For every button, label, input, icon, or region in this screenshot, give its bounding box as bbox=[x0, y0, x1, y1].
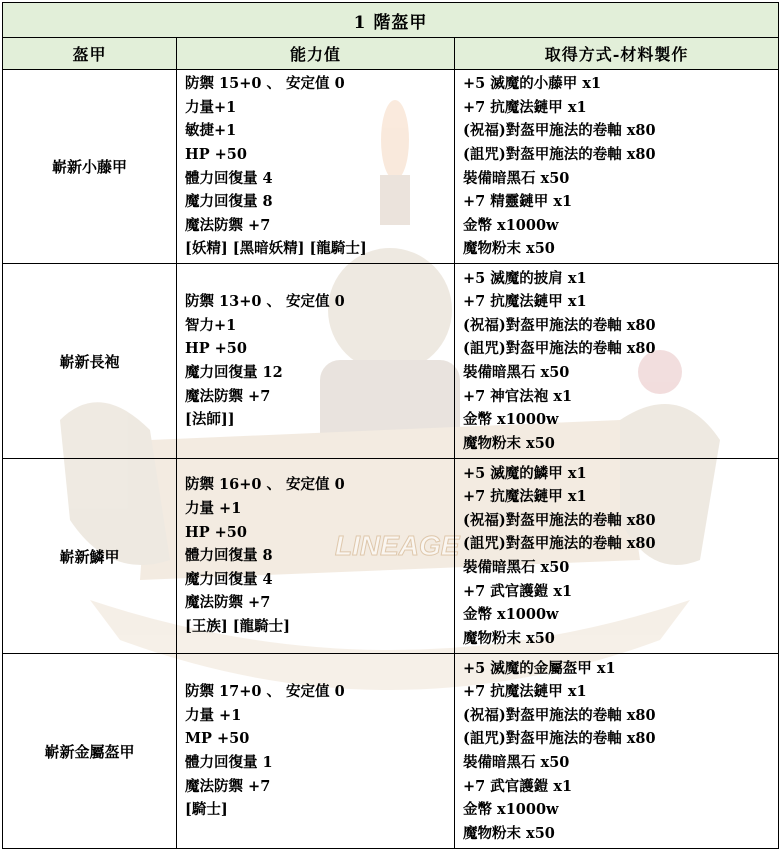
material-line: +5 滅魔的披肩 x1 bbox=[463, 269, 587, 287]
material-line: +7 武官護鎧 x1 bbox=[463, 582, 573, 600]
table-row bbox=[3, 70, 779, 264]
materials-cell bbox=[455, 264, 779, 459]
stat-line: 敏捷+1 bbox=[185, 122, 237, 140]
material-line: +5 滅魔的金屬盔甲 x1 bbox=[463, 659, 616, 677]
armor-name: 嶄新長袍 bbox=[3, 264, 177, 459]
material-line: +7 抗魔法鏈甲 x1 bbox=[463, 488, 587, 506]
material-line: 裝備暗黑石 x50 bbox=[463, 364, 570, 381]
stat-line: 體力回復量 1 bbox=[185, 754, 273, 771]
stat-line: [騎士] bbox=[185, 801, 228, 819]
stat-line: HP +50 bbox=[185, 145, 247, 163]
material-line: 裝備暗黑石 x50 bbox=[463, 169, 570, 187]
material-line: 金幣 x1000w bbox=[463, 801, 559, 819]
material-line: +5 滅魔的鱗甲 x1 bbox=[463, 464, 587, 482]
stat-line: 魔力回復量 8 bbox=[185, 193, 273, 211]
material-line: 魔物粉末 x50 bbox=[463, 629, 555, 647]
stat-line: 智力+1 bbox=[185, 316, 237, 334]
stat-line: 防禦 17+0 、 安定值 0 bbox=[185, 683, 345, 701]
armor-table bbox=[2, 2, 779, 849]
stat-line: 魔法防禦 +7 bbox=[185, 777, 271, 795]
stat-line: HP +50 bbox=[185, 340, 247, 358]
materials-cell bbox=[455, 654, 779, 849]
stat-line: 體力回復量 8 bbox=[185, 547, 273, 565]
stat-line: [王族] [龍騎士] bbox=[185, 617, 290, 635]
table-row bbox=[3, 654, 779, 849]
material-line: 金幣 x1000w bbox=[463, 216, 559, 234]
material-line: +7 抗魔法鏈甲 x1 bbox=[463, 683, 587, 701]
material-line: (詛咒)對盔甲施法的卷軸 x80 bbox=[463, 730, 656, 748]
header-stats: 能力值 bbox=[177, 38, 455, 70]
material-line: (詛咒)對盔甲施法的卷軸 x80 bbox=[463, 535, 656, 553]
armor-name: 嶄新小藤甲 bbox=[3, 70, 177, 264]
stat-line: 魔法防禦 +7 bbox=[185, 216, 271, 234]
material-line: 魔物粉末 x50 bbox=[463, 240, 555, 258]
header-acquisition: 取得方式-材料製作 bbox=[455, 38, 779, 70]
stat-line: 防禦 15+0 、 安定值 0 bbox=[185, 75, 345, 93]
material-line: (祝福)對盔甲施法的卷軸 x80 bbox=[463, 316, 656, 334]
stats-cell bbox=[177, 264, 455, 459]
stat-line: 魔法防禦 +7 bbox=[185, 594, 271, 612]
stat-line: 魔力回復量 4 bbox=[185, 570, 273, 588]
materials-cell bbox=[455, 459, 779, 654]
material-line: +5 滅魔的小藤甲 x1 bbox=[463, 75, 602, 93]
stat-line: 力量 +1 bbox=[185, 706, 242, 724]
material-line: +7 神官法袍 x1 bbox=[463, 387, 573, 405]
materials-cell bbox=[455, 70, 779, 264]
stat-line: 魔力回復量 12 bbox=[185, 364, 283, 381]
material-line: (祝福)對盔甲施法的卷軸 x80 bbox=[463, 122, 656, 140]
material-line: (祝福)對盔甲施法的卷軸 x80 bbox=[463, 706, 656, 724]
stat-line: HP +50 bbox=[185, 523, 247, 541]
material-line: 裝備暗黑石 x50 bbox=[463, 754, 570, 771]
stat-line: [法師]] bbox=[185, 411, 235, 429]
material-line: 裝備暗黑石 x50 bbox=[463, 559, 570, 576]
stat-line: MP +50 bbox=[185, 730, 250, 748]
table-row bbox=[3, 264, 779, 459]
table-row bbox=[3, 459, 779, 654]
material-line: 金幣 x1000w bbox=[463, 606, 559, 624]
material-line: (祝福)對盔甲施法的卷軸 x80 bbox=[463, 511, 656, 529]
stat-line: 體力回復量 4 bbox=[185, 169, 273, 187]
header-armor: 盔甲 bbox=[3, 38, 177, 70]
material-line: +7 抗魔法鏈甲 x1 bbox=[463, 293, 587, 311]
stat-line: 力量 +1 bbox=[185, 500, 242, 518]
stat-line: 力量+1 bbox=[185, 98, 237, 116]
material-line: 金幣 x1000w bbox=[463, 411, 559, 429]
material-line: (詛咒)對盔甲施法的卷軸 x80 bbox=[463, 340, 656, 358]
material-line: +7 武官護鎧 x1 bbox=[463, 777, 573, 795]
stats-cell bbox=[177, 459, 455, 654]
stat-line: 魔法防禦 +7 bbox=[185, 387, 271, 405]
armor-name: 嶄新鱗甲 bbox=[3, 459, 177, 654]
stat-line: [妖精] [黑暗妖精] [龍騎士] bbox=[185, 240, 367, 258]
material-line: 魔物粉末 x50 bbox=[463, 434, 555, 452]
watermark-text: LINEAGE bbox=[335, 530, 460, 561]
material-line: +7 抗魔法鏈甲 x1 bbox=[463, 98, 587, 116]
stat-line: 防禦 16+0 、 安定值 0 bbox=[185, 476, 345, 494]
material-line: 魔物粉末 x50 bbox=[463, 824, 555, 842]
material-line: (詛咒)對盔甲施法的卷軸 x80 bbox=[463, 145, 656, 163]
stats-cell bbox=[177, 654, 455, 849]
armor-name: 嶄新金屬盔甲 bbox=[3, 654, 177, 849]
stats-cell bbox=[177, 70, 455, 264]
stat-line: 防禦 13+0 、 安定值 0 bbox=[185, 293, 345, 311]
table-title: 1 階盔甲 bbox=[3, 3, 779, 38]
material-line: +7 精靈鏈甲 x1 bbox=[463, 193, 573, 211]
